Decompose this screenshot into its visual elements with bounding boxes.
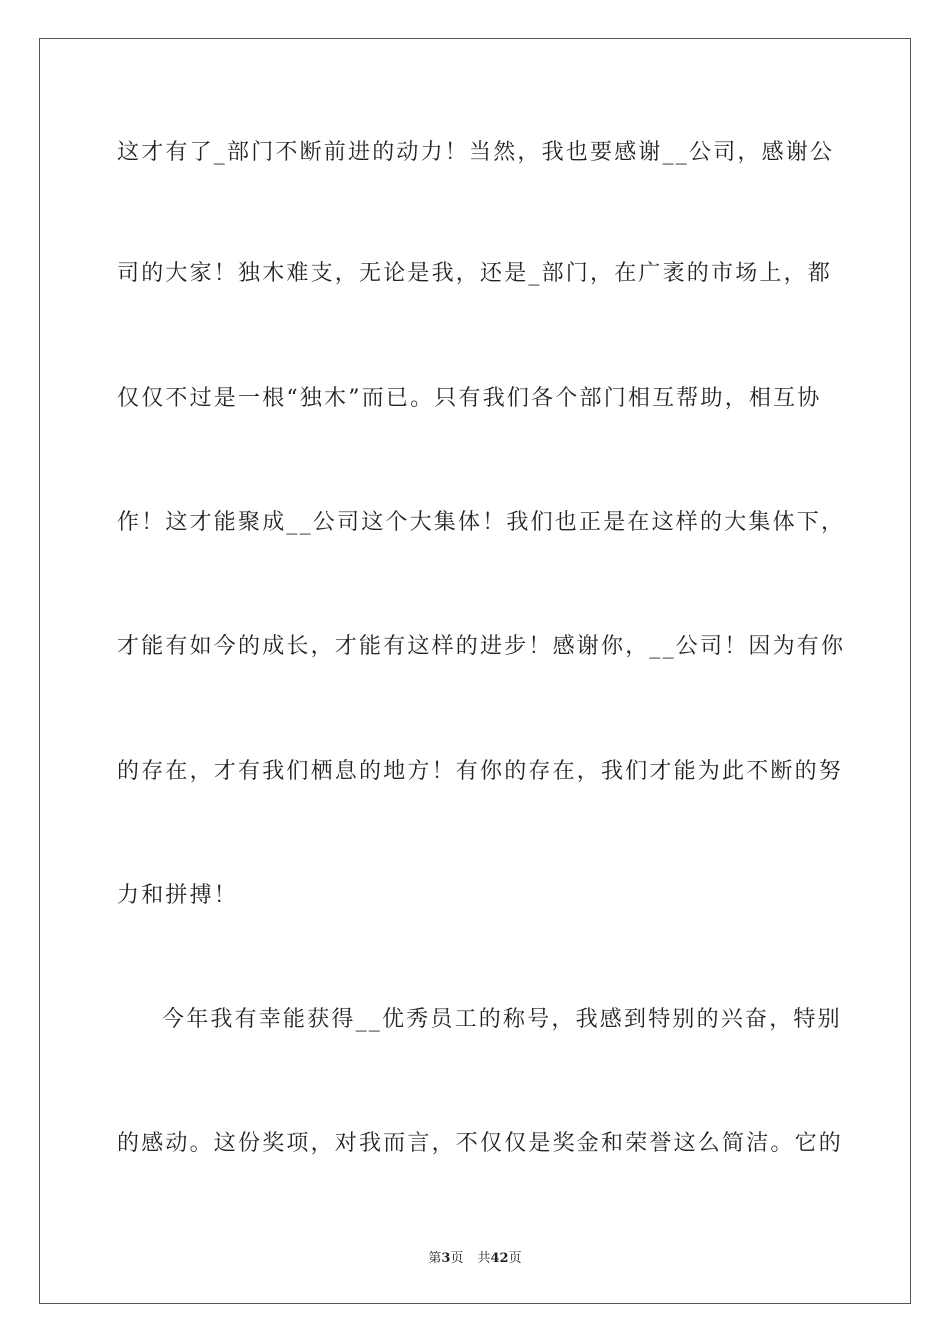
paragraph-line: 仅仅不过是一根“独木”而已。只有我们各个部门相互帮助，相互协 xyxy=(117,386,822,411)
page-border xyxy=(39,38,911,1304)
current-page-number: 3 xyxy=(441,1251,451,1266)
total-page-count: 42 xyxy=(490,1251,509,1266)
paragraph-line: 才能有如今的成长，才能有这样的进步！感谢你，__公司！因为有你 xyxy=(117,634,846,659)
total-unit: 页 xyxy=(508,1251,522,1266)
page-footer xyxy=(0,1247,950,1266)
paragraph-line: 的感动。这份奖项，对我而言，不仅仅是奖金和荣誉这么简洁。它的 xyxy=(117,1131,844,1156)
page-prefix: 第 xyxy=(428,1251,442,1266)
paragraph-line: 司的大家！独木难支，无论是我，还是_部门，在广袤的市场上，都 xyxy=(117,261,833,286)
page-unit: 页 xyxy=(450,1251,464,1266)
paragraph-line: 作！这才能聚成__公司这个大集体！我们也正是在这样的大集体下， xyxy=(117,510,846,535)
paragraph-line: 的存在，才有我们栖息的地方！有你的存在，我们才能为此不断的努 xyxy=(117,759,844,784)
total-prefix: 共 xyxy=(477,1251,491,1266)
paragraph-line: 力和拼搏！ xyxy=(117,883,239,908)
paragraph-line: 今年我有幸能获得__优秀员工的称号，我感到特别的兴奋，特别 xyxy=(162,1007,842,1032)
paragraph-line: 这才有了_部门不断前进的动力！当然，我也要感谢__公司，感谢公 xyxy=(117,140,835,165)
